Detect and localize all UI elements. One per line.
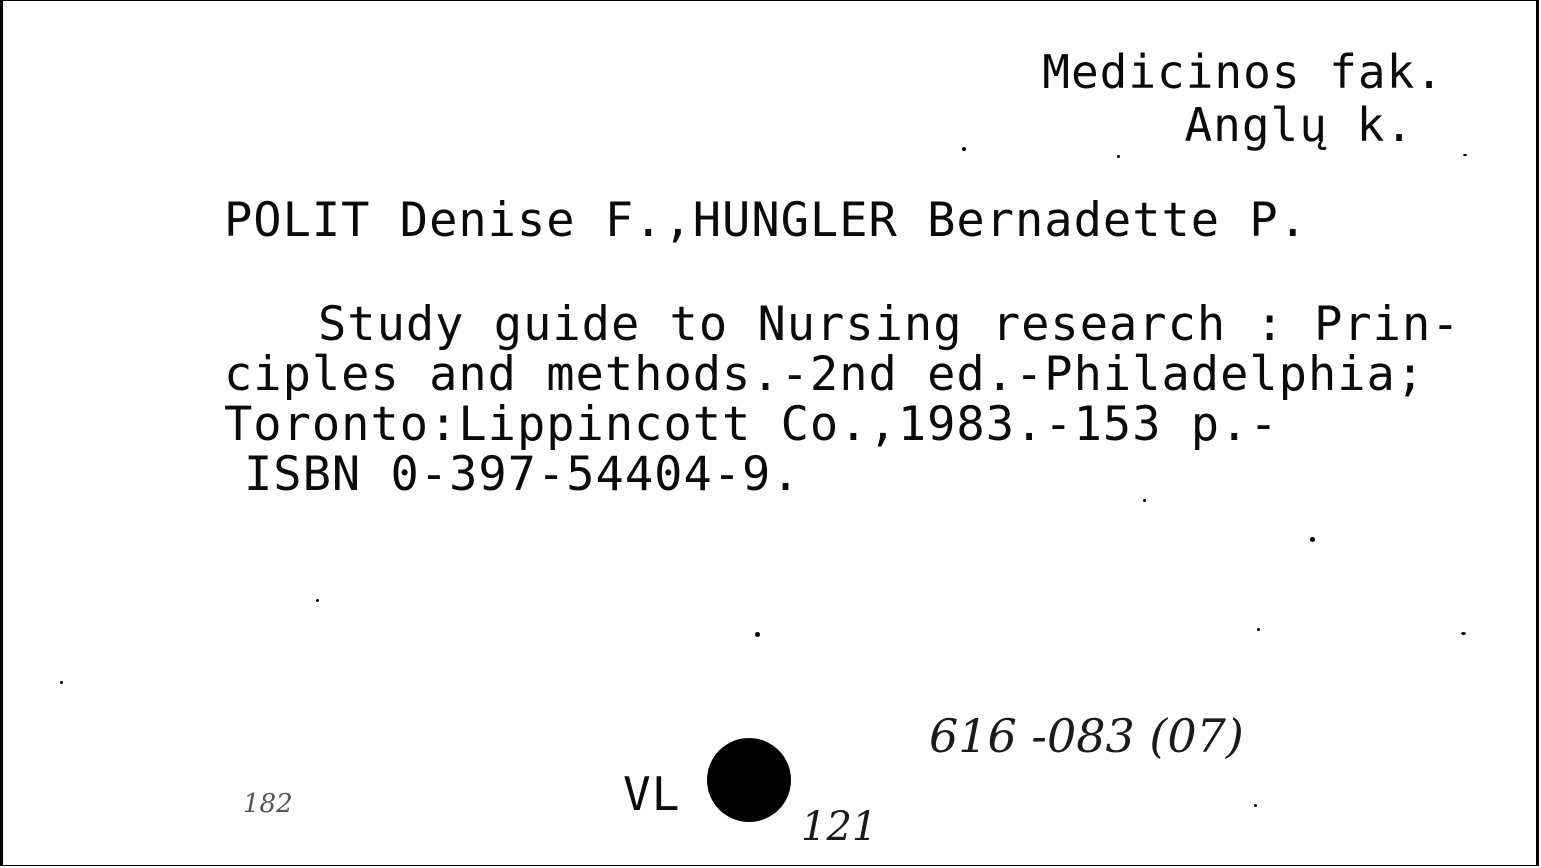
speck [1463,154,1467,156]
speck [316,599,319,602]
faint-left-mark: 182 [243,789,293,819]
speck [962,147,966,151]
speck [1117,155,1120,158]
location-code: VL [623,767,681,821]
speck [1310,537,1315,542]
faculty-label: Medicinos fak. [1042,45,1444,99]
speck [755,632,760,637]
punch-hole [707,738,791,822]
title-line-1: Study guide to Nursing research : Prin- [318,297,1461,352]
speck [1143,499,1146,502]
authors-line: POLIT Denise F.,HUNGLER Bernadette P. [224,193,1308,248]
copy-number-handwritten: 121 [801,804,878,850]
isbn-line: ISBN 0-397-54404-9. [244,447,801,502]
speck [60,681,63,684]
language-label: Anglų k. [1184,98,1414,152]
speck [1257,628,1260,631]
classification-handwritten: 616 -083 (07) [929,709,1244,763]
title-line-3: Toronto:Lippincott Co.,1983.-153 p.- [224,397,1279,452]
speck [1254,804,1257,807]
speck [1461,632,1466,635]
title-line-2: ciples and methods.-2nd ed.-Philadelphia; [224,347,1426,402]
